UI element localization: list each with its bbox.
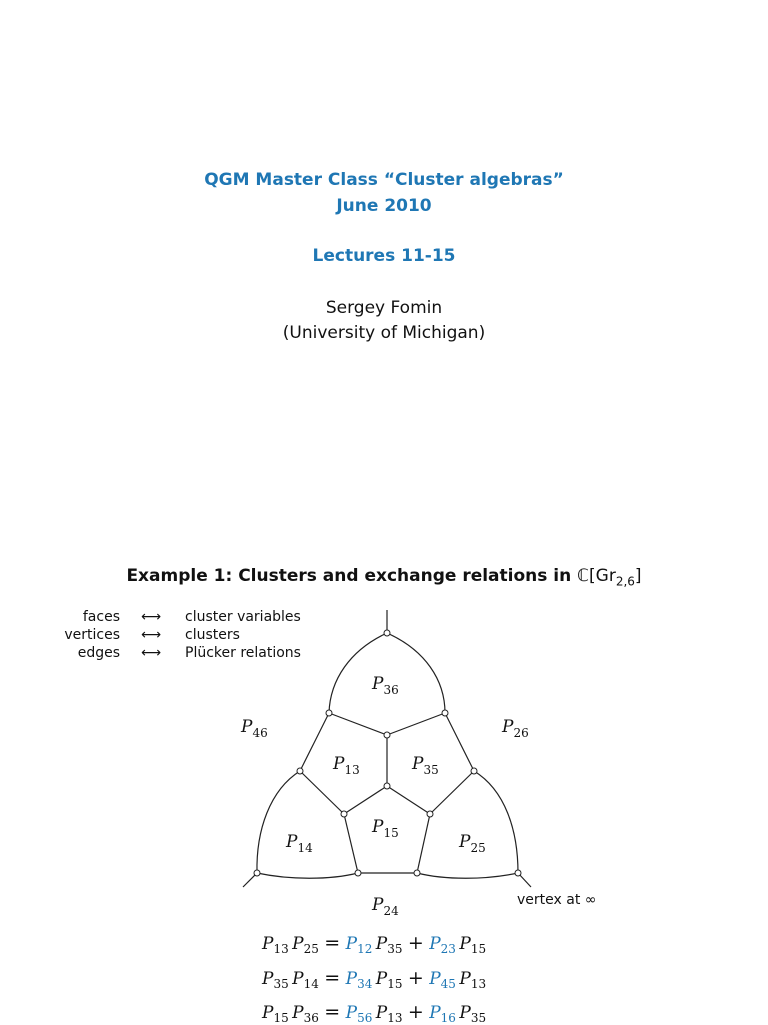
edge [387,633,445,713]
edge [474,771,518,873]
face-label-P14: $P_{14}$ [286,832,313,855]
vertex-at-infinity-label: vertex at ∞ [517,892,597,908]
vertex [414,870,420,876]
vertex [297,768,303,774]
legend-right: clusters [185,627,240,643]
edge [417,873,518,878]
vertex [355,870,361,876]
face-label-P36: $P_{36}$ [372,674,399,697]
legend-right: Plücker relations [185,645,301,661]
legend-left: vertices [64,627,120,643]
exchange-relation-2: $P_{35}$ $P_{14} = P_{34}$ $P_{15} + P_{45}$ $P_{13}$ [262,967,487,991]
edge [387,713,445,735]
edge [257,771,300,873]
edge [257,873,358,878]
title-line-2: June 2010 [336,196,432,216]
legend-left: edges [77,645,120,661]
face-label-P24: $P_{24}$ [372,895,399,918]
face-label-P15: $P_{15}$ [372,817,399,840]
vertex [427,811,433,817]
exchange-relation-3: $P_{15}$ $P_{36} = P_{56}$ $P_{13} + P_{16}$ $P_{35}$ [262,1001,487,1025]
legend-left: faces [82,609,120,625]
legend-right: cluster variables [185,609,301,625]
edge [344,814,358,873]
double-arrow-icon: ⟷ [140,609,162,625]
vertex [254,870,260,876]
grassmannian-label: [Gr [589,566,616,586]
edge [300,713,329,771]
exchange-relation-1: $P_{13}$ $P_{25} = P_{12}$ $P_{35} + P_{23}$ $P_{15}$ [262,932,487,956]
edge [329,633,387,713]
face-label-P46: $P_{46}$ [241,717,268,740]
grassmannian-subscript: 2,6 [615,574,635,589]
face-label-P13: $P_{13}$ [333,754,360,777]
double-arrow-icon: ⟷ [140,645,162,661]
double-arrow-icon: ⟷ [140,627,162,643]
vertex [326,710,332,716]
face-label-P26: $P_{26}$ [502,717,529,740]
grassmannian-close: ] [634,566,642,586]
lectures-label: Lectures 11-15 [312,246,456,266]
author-name: Sergey Fomin [325,298,443,318]
face-label-P25: $P_{25}$ [459,832,486,855]
vertex [384,732,390,738]
vertex [384,783,390,789]
author-affiliation: (University of Michigan) [282,323,486,343]
title-line-1: QGM Master Class “Cluster algebras” [204,170,564,190]
edge [387,786,430,814]
edge [445,713,474,771]
vertex [515,870,521,876]
edge [417,814,430,873]
vertex [471,768,477,774]
edge [300,771,344,814]
vertex [341,811,347,817]
example-heading-text: Example 1: Clusters and exchange relations in [126,566,578,586]
edge [329,713,387,735]
vertex [384,630,390,636]
vertex [442,710,448,716]
complex-numbers-symbol: ℂ [577,566,590,586]
edge [430,771,474,814]
edge [344,786,387,814]
face-label-P35: $P_{35}$ [412,754,439,777]
